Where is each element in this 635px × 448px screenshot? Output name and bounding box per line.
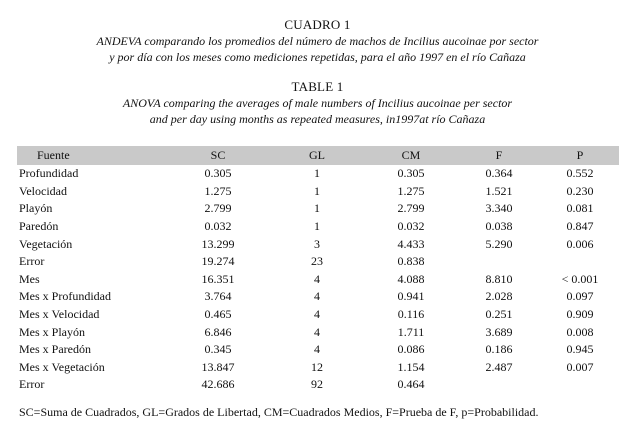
cell-source: Paredón [19, 219, 59, 234]
table-row [17, 341, 619, 359]
cell-cm: 4.088 [397, 271, 425, 286]
cell-p [541, 253, 619, 271]
cell-gl: 1 [314, 219, 320, 234]
cell-p: 0.007 [566, 359, 594, 374]
cell-sc: 0.345 [204, 342, 232, 357]
table-row [17, 183, 619, 201]
cell-sc: 1.275 [204, 183, 232, 198]
cell-sc: 0.465 [204, 307, 232, 322]
abbreviations-footnote: SC=Suma de Cuadrados, GL=Grados de Libertad, CM=Cuadrados Medios, F=Prueba de F, p=Probabilidad. [19, 405, 539, 419]
cell-source: Error [19, 254, 45, 269]
cell-gl: 4 [314, 324, 320, 339]
cell-f: 2.028 [485, 289, 513, 304]
cell-gl: 12 [311, 359, 323, 374]
cell-source: Error [19, 377, 45, 392]
cell-gl: 1 [314, 201, 320, 216]
cell-gl: 3 [314, 236, 320, 251]
cell-p [541, 376, 619, 394]
cell-cm: 1.711 [397, 324, 425, 339]
table-row [17, 200, 619, 218]
cell-f: 2.487 [485, 359, 513, 374]
table-row [17, 376, 619, 394]
cell-source: Vegetación [19, 236, 73, 251]
table-row [17, 165, 619, 183]
cell-f [457, 376, 541, 394]
english-caption: TABLE 1 [291, 79, 344, 94]
cell-p: 0.552 [566, 166, 594, 181]
cell-source: Mes [19, 271, 40, 286]
column-header-gl: GL [309, 148, 325, 162]
column-header-f: F [495, 148, 503, 162]
cell-gl: 92 [311, 377, 323, 392]
cell-cm: 0.086 [397, 342, 425, 357]
anova-table-container [17, 146, 619, 394]
english-title-block [0, 79, 635, 127]
cell-sc: 42.686 [201, 377, 235, 392]
table-row [17, 359, 619, 377]
cell-p: 0.081 [566, 201, 594, 216]
cell-sc: 2.799 [204, 201, 232, 216]
cell-sc: 16.351 [201, 271, 235, 286]
table-row [17, 218, 619, 236]
column-header-cm: CM [401, 148, 421, 162]
spanish-subtitle-line-1: ANDEVA comparando los promedios del número de machos de Incilius aucoinae por sector [96, 34, 539, 48]
cell-p: 0.230 [566, 183, 594, 198]
cell-source: Velocidad [19, 183, 67, 198]
cell-source: Profundidad [19, 166, 79, 181]
cell-source: Mes x Profundidad [19, 289, 111, 304]
table-row [17, 253, 619, 271]
cell-cm: 1.154 [397, 359, 425, 374]
cell-cm: 2.799 [397, 201, 425, 216]
cell-f: 5.290 [485, 236, 513, 251]
cell-f: 8.810 [485, 271, 513, 286]
cell-source: Mes x Paredón [19, 342, 91, 357]
cell-gl: 4 [314, 271, 320, 286]
table-row [17, 288, 619, 306]
cell-p: 0.006 [566, 236, 594, 251]
cell-gl: 4 [314, 342, 320, 357]
cell-f [457, 253, 541, 271]
column-header-sc: SC [210, 148, 226, 162]
cell-p: < 0.001 [561, 271, 599, 286]
table-header-row [17, 146, 619, 165]
cell-gl: 1 [314, 166, 320, 181]
anova-table [17, 146, 619, 394]
cell-gl: 23 [311, 254, 323, 269]
cell-source: Mes x Playón [19, 324, 85, 339]
spanish-caption: CUADRO 1 [284, 17, 351, 32]
cell-cm: 0.464 [397, 377, 425, 392]
cell-sc: 19.274 [201, 254, 235, 269]
table-row [17, 235, 619, 253]
cell-cm: 4.433 [397, 236, 425, 251]
cell-source: Playón [19, 201, 53, 216]
cell-f: 3.340 [485, 201, 513, 216]
cell-cm: 0.305 [397, 166, 425, 181]
cell-gl: 1 [314, 183, 320, 198]
cell-sc: 13.299 [201, 236, 235, 251]
column-header-p: P [576, 148, 584, 162]
cell-cm: 0.941 [397, 289, 425, 304]
cell-f: 0.364 [485, 166, 513, 181]
cell-source: Mes x Velocidad [19, 307, 100, 322]
cell-source: Mes x Vegetación [19, 359, 105, 374]
cell-cm: 0.116 [397, 307, 425, 322]
cell-sc: 0.305 [204, 166, 232, 181]
table-row [17, 271, 619, 289]
column-header-fuente: Fuente [37, 148, 70, 162]
cell-sc: 3.764 [204, 289, 232, 304]
cell-f: 0.251 [485, 307, 513, 322]
cell-p: 0.909 [566, 307, 594, 322]
cell-f: 1.521 [485, 183, 513, 198]
cell-cm: 1.275 [397, 183, 425, 198]
cell-f: 0.186 [485, 342, 513, 357]
cell-gl: 4 [314, 289, 320, 304]
cell-f: 3.689 [485, 324, 513, 339]
cell-p: 0.945 [566, 342, 594, 357]
cell-p: 0.097 [566, 289, 594, 304]
table-body [17, 165, 619, 394]
table-row [17, 306, 619, 324]
spanish-subtitle-line-2: y por día con los meses como mediciones repetidas, para el año 1997 en el río Cañaza [109, 50, 526, 64]
cell-sc: 0.032 [204, 219, 232, 234]
cell-cm: 0.032 [397, 219, 425, 234]
english-subtitle-line-2: and per day using months as repeated measures, in1997at río Cañaza [149, 112, 486, 126]
table-row [17, 323, 619, 341]
spanish-title-block [0, 17, 635, 65]
cell-p: 0.008 [566, 324, 594, 339]
cell-f: 0.038 [485, 219, 513, 234]
cell-gl: 4 [314, 307, 320, 322]
cell-cm: 0.838 [397, 254, 425, 269]
english-subtitle-line-1: ANOVA comparing the averages of male numbers of Incilius aucoinae per sector [122, 96, 513, 110]
cell-sc: 6.846 [204, 324, 232, 339]
cell-sc: 13.847 [201, 359, 235, 374]
cell-p: 0.847 [566, 219, 594, 234]
